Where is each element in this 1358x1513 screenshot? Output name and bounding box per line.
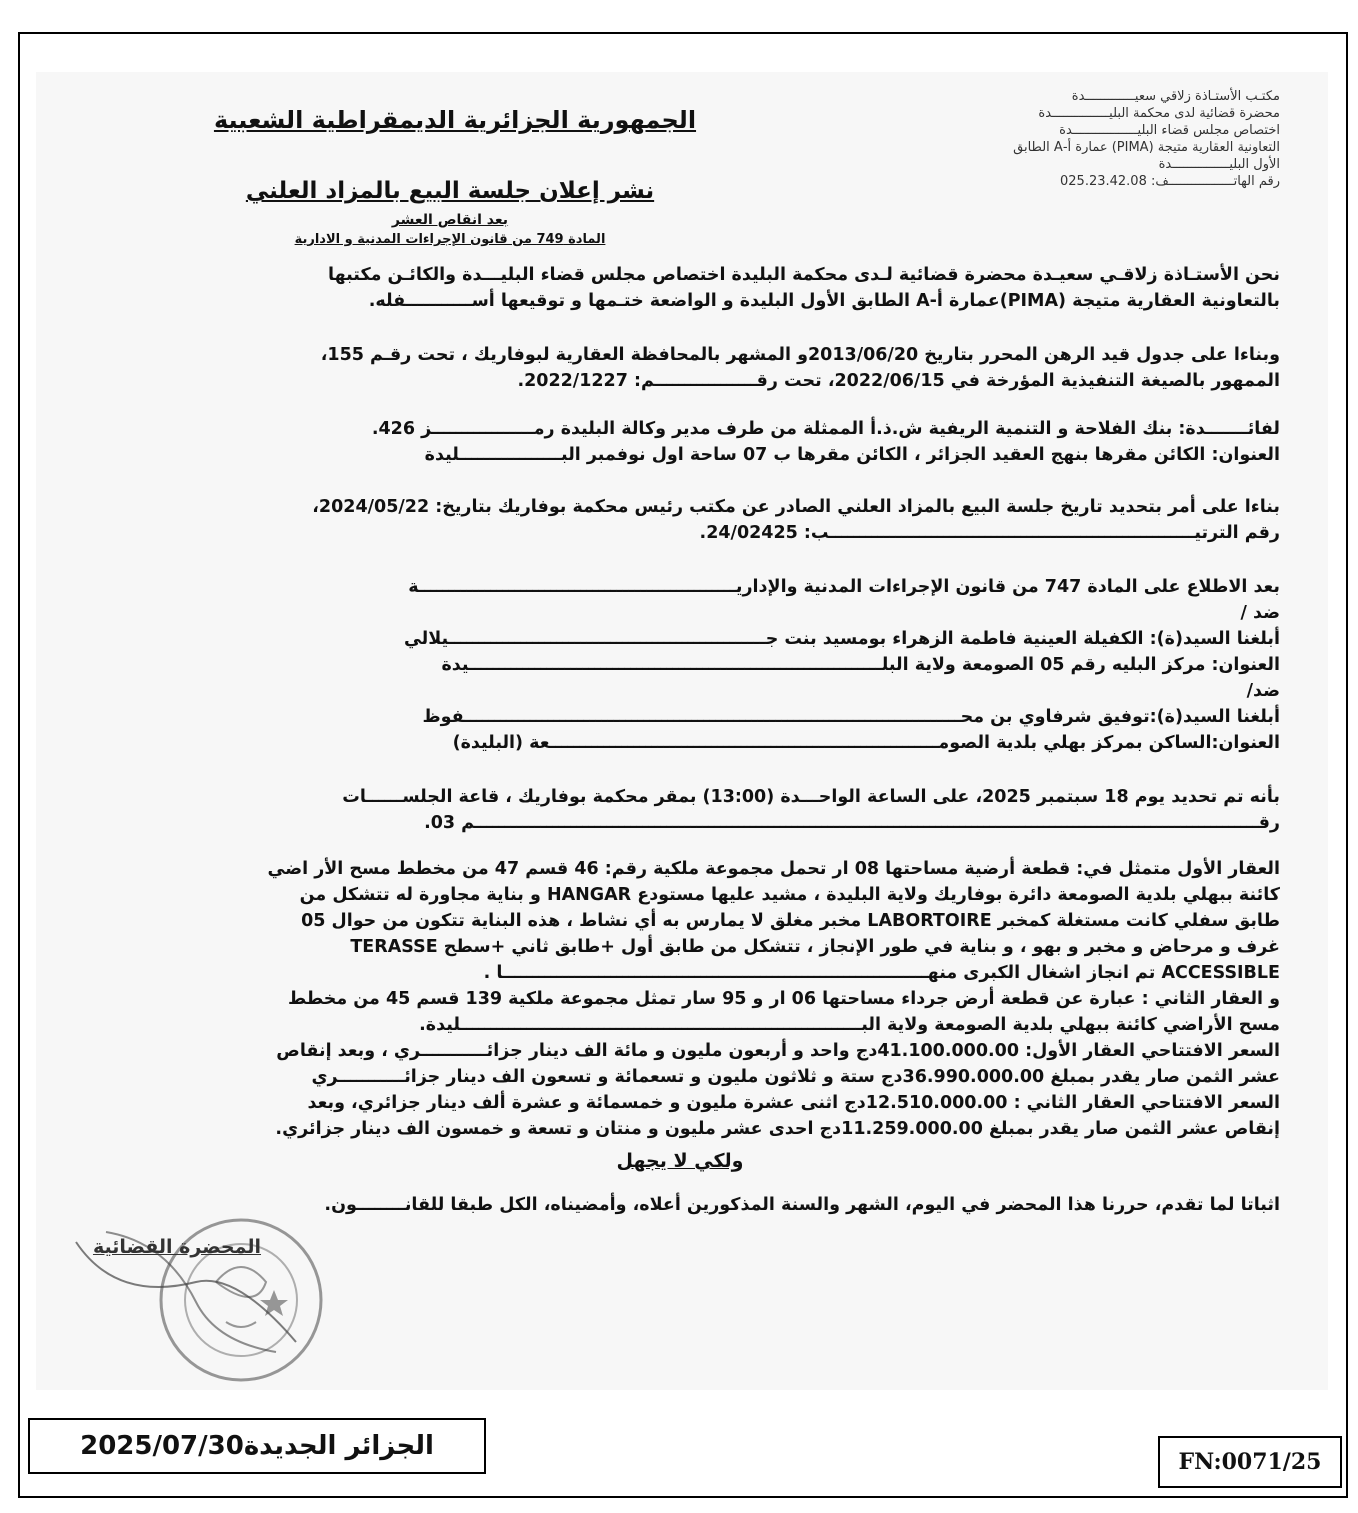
- text-line: العنوان: الكائن مقرها بنهج العقيد الجزائر ، الكائن مقرها ب 07 ساحة اول نوفمبر البـــــــــــــــــليدة: [424, 445, 1280, 465]
- text-line: أبلغنا السيد(ة):توفيق شرفاوي بن محـــــــــــــــــــــــــــــــــــــــــــــــــــــــــــــــــــــــــــــــــــفوظ: [422, 707, 1280, 727]
- text-line: مسح الأراضي كائنة ببهلي بلدية الصومعة ولاية البـــــــــــــــــــــــــــــــــــــــــــــــــــــــــــــــــــليدة.: [419, 1015, 1280, 1035]
- text-line: نحن الأستـاذة زلاقـي سعيـدة محضرة قضائية لـدى محكمة البليدة اختصاص مجلس قضاء البليـــدة والكائـن مكتبها: [328, 265, 1280, 285]
- text-line: رقم الترتيـــــــــــــــــــــــــــــــــــــــــــــــــــــــــــــب: 24/02425.: [699, 523, 1280, 543]
- office-address: التعاونية العقارية متيجة (PIMA) عمارة أ-A الطابق: [1013, 140, 1280, 155]
- text-line: طابق سفلي كانت مستغلة كمخبر LABORTOIRE مخبر مغلق لا يمارس به أي نشاط ، هذه البناية تتكون من حوال 05: [301, 911, 1280, 931]
- text-line: بالتعاونية العقارية متيجة (PIMA)عمارة أ-A الطابق الأول البليدة و الواضعة ختـمها و توقيعها أســـــــــــفله.: [368, 291, 1280, 311]
- text-line: بعد الاطلاع على المادة 747 من قانون الإجراءات المدنية والإداريـــــــــــــــــــــــــــــــــــــــــــــــــــــة: [408, 577, 1280, 597]
- fn-reference: FN:0071/25: [1178, 1449, 1322, 1475]
- text-line: العقار الأول متمثل في: قطعة أرضية مساحتها 08 ار تحمل مجموعة ملكية رقم: 46 قسم 47 من مخطط مسح الأر اضي: [267, 859, 1280, 879]
- text-line: الممهور بالصيغة التنفيذية المؤرخة في 2022/06/15، تحت رقـــــــــــــــــم: 2022/1227.: [517, 371, 1280, 391]
- office-jurisdiction: اختصاص مجلس قضاء البليـــــــــــــــــدة: [1059, 123, 1280, 138]
- subtitle-article: المادة 749 من قانون الإجراءات المدنية و الادارية: [294, 232, 606, 247]
- office-header: [860, 88, 1280, 190]
- office-name: مكتـب الأستـاذة زلاقي سعيـــــــــــــدة: [1071, 89, 1280, 104]
- office-role: محضرة قضائية لدى محكمة البليـــــــــــــــدة: [1038, 106, 1280, 121]
- text-line: السعر الافتتاحي العقار الأول: 41.100.000.00دج واحد و أربعون مليون و مائة الف دينار جزائـــــــــــري ، وبعد إنقاص: [276, 1041, 1280, 1061]
- parties-section: [62, 574, 1280, 756]
- text-line: العنوان: مركز البليه رقم 05 الصومعة ولاية البلـــــــــــــــــــــــــــــــــــــــــــــــــــــــــــــــــــــيدة: [441, 655, 1280, 675]
- text-line: العنوان:الساكن بمركز بهلي بلدية الصومـــــــــــــــــــــــــــــــــــــــــــــــــــــــــــــــــعة (البليدة): [452, 733, 1280, 753]
- order-paragraph: [62, 494, 1280, 546]
- lien-paragraph: [62, 342, 1280, 394]
- office-address-2: الأول البليـــــــــــــــدة: [1158, 157, 1280, 172]
- newspaper-date: الجزائر الجديدة2025/07/30: [80, 1431, 434, 1461]
- subtitle-reduction: بعد انقاص العشر: [391, 212, 509, 228]
- session-paragraph: [62, 784, 1280, 836]
- text-line: ضد/: [1246, 681, 1280, 701]
- text-line: رقـــــــــــــــــــــــــــــــــــــــــــــــــــــــــــــــــــــــــــــــــــــــــــــــــــــــــــــــــــــــــــــــــــم 03.: [424, 813, 1280, 833]
- text-line: السعر الافتتاحي العقار الثاني : 12.510.000.00دج اثنى عشرة مليون و خمسمائة و عشرة ألف دينار جزائري، وبعد: [307, 1093, 1280, 1113]
- text-line: بأنه تم تحديد يوم 18 سبتمبر 2025، على الساعة الواحـــدة (13:00) بمقر محكمة بوفاريك ، قاعة الجلســــــات: [342, 787, 1280, 807]
- newspaper-date-box: [28, 1418, 486, 1474]
- text-line: بناءا على أمر بتحديد تاريخ جلسة البيع بالمزاد العلني الصادر عن مكتب رئيس محكمة بوفاريك بتاريخ: 2024/05/22،: [312, 497, 1280, 517]
- text-line: عشر الثمن صار يقدر بمبلغ 36.990.000.00دج ستة و ثلاثون مليون و تسعمائة و تسعون الف دينار جزائـــــــــــري: [311, 1067, 1280, 1087]
- fn-reference-box: [1158, 1436, 1342, 1488]
- text-line: أبلغنا السيد(ة): الكفيلة العينية فاطمة الزهراء بومسيد بنت جـــــــــــــــــــــــــــــــــــــــــــــــــــــيلالي: [403, 629, 1280, 649]
- text-line: كائنة ببهلي بلدية الصومعة دائرة بوفاريك ولاية البليدة ، مشيد عليها مستودع HANGAR و بناية مجاورة له تتشكل من: [299, 885, 1280, 905]
- seal-label: المحضرة القضائية: [92, 1236, 262, 1258]
- page-title: نشر إعلان جلسة البيع بالمزاد العلني: [245, 178, 655, 204]
- office-phone: رقم الهاتـــــــــــــــــف: 025.23.42.08: [1060, 174, 1280, 189]
- text-line: اثباتا لما تقدم، حررنا هذا المحضر في اليوم، الشهر والسنة المذكورين أعلاه، وأمضيناه، الكل طبقا للقانــــــــون.: [324, 1195, 1280, 1215]
- text-line: إنقاص عشر الثمن صار يقدر بمبلغ 11.259.000.00دج احدى عشر مليون و منتان و تسعة و خمسون الف دينار جزائري.: [275, 1119, 1280, 1139]
- republic-heading: الجمهورية الجزائرية الديمقراطية الشعبية: [213, 106, 697, 134]
- property-section: [62, 856, 1280, 1142]
- beneficiary-paragraph: [62, 416, 1280, 468]
- text-line: غرف و مرحاض و مخبر و بهو ، و بناية في طور الإنجاز ، تتشكل من طابق أول +طابق ثاني +سطح TERASSE: [350, 937, 1280, 957]
- closing-phrase: ولكي لا يجهل: [616, 1150, 744, 1172]
- intro-paragraph: [62, 262, 1280, 314]
- text-line: لفائـــــــدة: بنك الفلاحة و التنمية الريفية ش.ذ.أ الممثلة من طرف مدير وكالة البليدة رمـــــــــــــــــز 426.: [371, 419, 1280, 439]
- text-line: و العقار الثاني : عبارة عن قطعة أرض جرداء مساحتها 06 ار و 95 سار تمثل مجموعة ملكية 139 قسم 45 من مخطط: [287, 989, 1280, 1009]
- text-line: ACCESSIBLE تم انجاز اشغال الكبرى منهـــــــــــــــــــــــــــــــــــــــــــــــــــــــــــــــــــــــا .: [483, 963, 1280, 983]
- text-line: وبناءا على جدول قيد الرهن المحرر بتاريخ 2013/06/20و المشهر بالمحافظة العقارية لبوفاريك ، تحت رقـم 155،: [320, 345, 1280, 365]
- text-line: ضد /: [1240, 603, 1280, 623]
